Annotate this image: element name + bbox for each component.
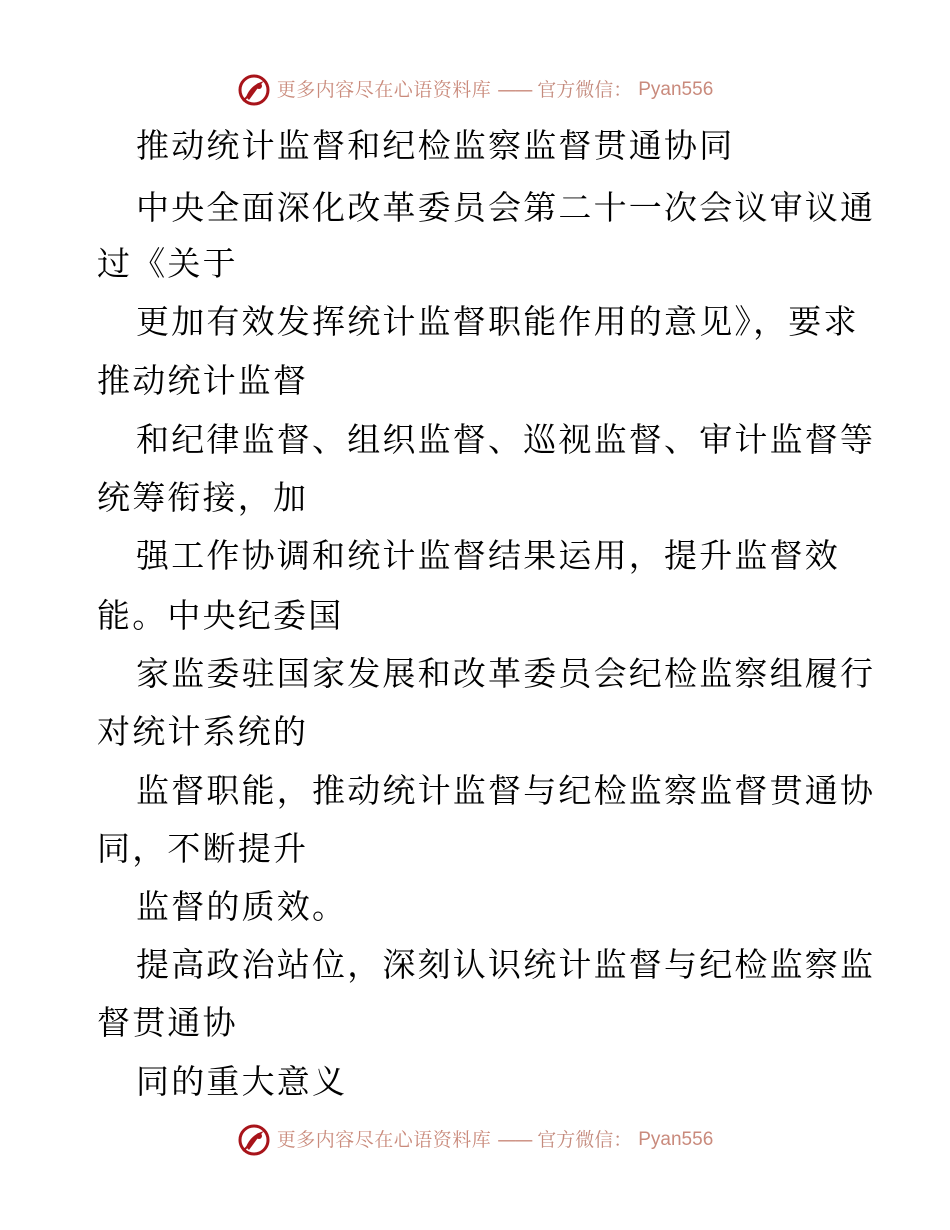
body-line: 提高政治站位，深刻认识统计监督与纪检监察监 xyxy=(136,945,876,984)
body-line: 家监委驻国家发展和改革委员会纪检监察组履行 xyxy=(136,654,876,693)
footer-dash: —— xyxy=(497,1129,532,1151)
body-line: 和纪律监督、组织监督、巡视监督、审计监督等 xyxy=(136,420,876,459)
footer-site-text: 更多内容尽在心语资料库 xyxy=(276,1129,492,1151)
header-banner xyxy=(0,72,950,108)
header-wechat-label: 官方微信： xyxy=(537,79,633,101)
body-line: 同的重大意义 xyxy=(136,1062,348,1101)
footer-wechat-id: Pyan556 xyxy=(638,1129,714,1150)
header-dash: —— xyxy=(497,79,532,101)
body-line: 监督职能，推动统计监督与纪检监察监督贯通协 xyxy=(136,771,876,810)
body-line: 推动统计监督 xyxy=(97,361,309,400)
body-line: 对统计系统的 xyxy=(97,712,309,751)
body-line: 监督的质效。 xyxy=(136,887,348,926)
body-line: 能。中央纪委国 xyxy=(97,596,344,635)
body-line: 强工作协调和统计监督结果运用，提升监督效 xyxy=(136,536,840,575)
footer-banner xyxy=(0,1122,950,1158)
body-line-title: 推动统计监督和纪检监察监督贯通协同 xyxy=(136,126,735,165)
body-line: 中央全面深化改革委员会第二十一次会议审议通 xyxy=(136,188,876,227)
body-line: 统筹衔接，加 xyxy=(97,478,309,517)
header-site-text: 更多内容尽在心语资料库 xyxy=(276,79,492,101)
body-line: 督贯通协 xyxy=(97,1003,238,1042)
body-line: 过《关于 xyxy=(97,244,238,283)
footer-wechat-label: 官方微信： xyxy=(537,1129,633,1151)
rose-logo-icon xyxy=(237,73,271,107)
header-wechat-id: Pyan556 xyxy=(638,79,714,100)
body-line: 同，不断提升 xyxy=(97,829,309,868)
body-line: 更加有效发挥统计监督职能作用的意见》，要求 xyxy=(136,302,859,341)
rose-logo-icon xyxy=(237,1123,271,1157)
